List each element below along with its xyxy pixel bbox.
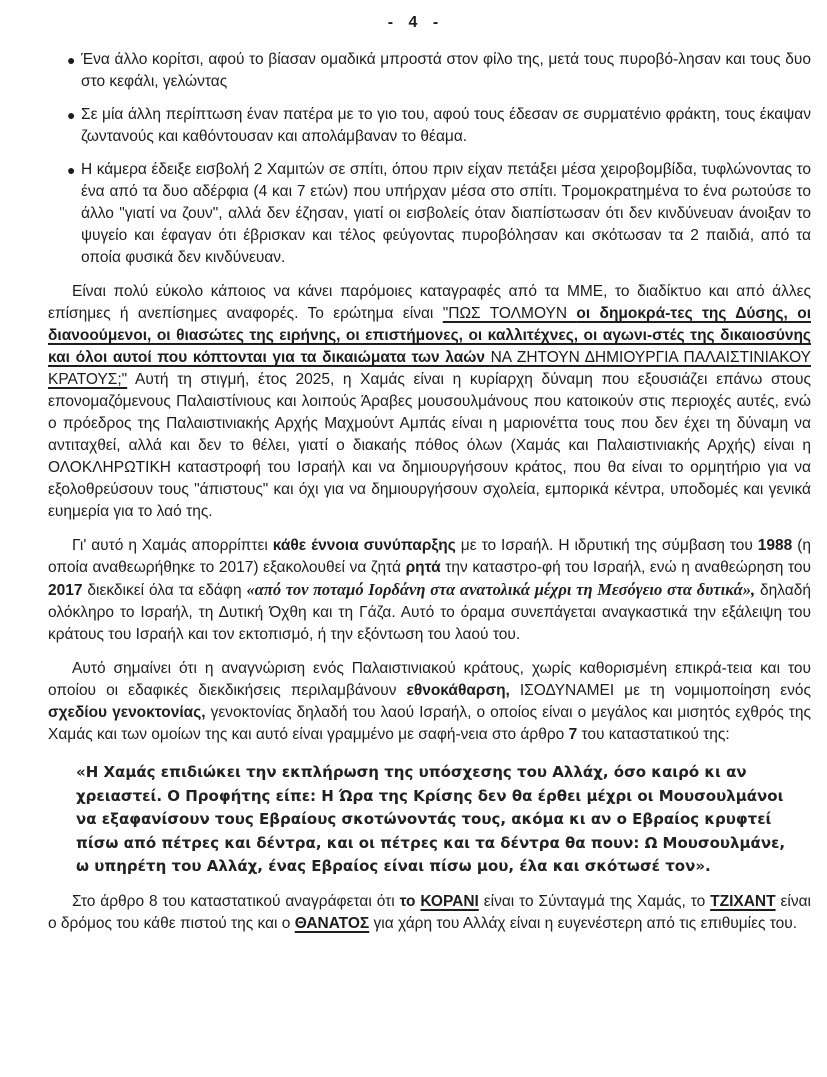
text-run: την καταστρο-φή του Ισραήλ, ενώ η αναθεώρηση του [440, 559, 811, 576]
text-run: σχεδίου γενοκτονίας, [48, 704, 206, 721]
bullet-text [81, 49, 811, 93]
text-run: είναι ο δρόμος του κάθε πιστού της και ο [48, 892, 811, 932]
text-run: "ΠΩΣ ΤΟΛΜΟΥΝ [442, 305, 577, 322]
text-run: για χάρη του Αλλάχ είναι η ευγενέστερη από τις επιθυμίες του. [369, 914, 798, 932]
text-run: «από τον ποταμό Ιορδάνη στα ανατολικά μέχρι τη Μεσόγειο στα δυτικά», [246, 580, 756, 599]
text-run: ΤΖΙΧΑΝΤ [710, 892, 776, 910]
text-run: είναι το Σύνταγμά της Χαμάς, το [478, 892, 711, 910]
text-run: Γι' αυτό η Χαμάς απορρίπτει [72, 537, 273, 554]
text-run: του καταστατικού της: [577, 726, 730, 743]
bullet-marker-icon: ● [67, 107, 76, 123]
text-run: γενοκτονίας δηλαδή του λαού Ισραήλ, ο οποίος είναι ο μεγάλος και μισητός εχθρός της Χαμάς και των ομοίων της και αυτό είναι γραμμένο με σαφή-νεια στο άρθρο [48, 704, 811, 743]
text-run: ΚΟΡΑΝΙ [420, 892, 479, 910]
text-run: «Η Χαμάς επιδιώκει την εκπλήρωση της υπόσχεσης του Αλλάχ, όσο καιρό κι αν χρειαστεί. Ο Προφήτης είπε: Η Ώρα της Κρίσης δεν θα έρθει μέχρι οι Μουσουλμάνοι να εξαφανίσουν τους Εβραίους σκοτώνοντάς τους, ακόμα κι αν ο Εβραίος κρυφτεί πίσω από πέτρες και δέντρα, και οι πέτρες και τα δέντρα θα πουν: Ω Μουσουλμάνε, ω υπηρέτη του Αλλάχ, ένας Εβραίος είναι πίσω μου, έλα και σκότωσέ τον». [76, 763, 786, 875]
paragraph [48, 891, 811, 935]
text-run: Ένα άλλο κορίτσι, αφού το βίασαν ομαδικά μπροστά στον φίλο της, μετά τους πυροβό-λησαν και τους δυο στο κεφάλι, γελώντας [81, 51, 811, 90]
text-run: δηλαδή ολόκληρο το Ισραήλ, τη Δυτική Όχθη και τη Γάζα. Αυτό το όραμα συνεπάγεται αναγκαστικά την εξάλειψη του κράτους του Ισραήλ και τον εκτοπισμό, ή την εξόντωση του λαού του. [48, 582, 811, 643]
bullet-item [48, 104, 811, 148]
bullet-text [81, 104, 811, 148]
text-run: ρητά [405, 559, 441, 576]
text-run: εθνοκάθαρση, [406, 682, 510, 699]
paragraph [48, 658, 811, 746]
text-run: Στο άρθρο 8 του καταστατικού αναγράφεται ότι [72, 892, 400, 910]
bullet-text [81, 159, 811, 269]
text-run: ΘΑΝΑΤΟΣ [294, 914, 370, 932]
text-run: Αυτό σημαίνει ότι η αναγνώριση ενός Παλαιστινιακού κράτους, χωρίς καθορισμένη επικρά-τεια και του οποίου οι εδαφικές διεκδικήσεις περιλαμβάνουν [48, 660, 811, 699]
document-body [48, 49, 811, 935]
text-run: Σε μία άλλη περίπτωση έναν πατέρα με το γιο του, αφού τους έδεσαν σε συρματένιο φράκτη, τους έκαψαν ζωντανούς και καθόντουσαν και απολάμβαναν το θέαμα. [81, 106, 811, 145]
text-run: Η κάμερα έδειξε εισβολή 2 Χαμιτών σε σπίτι, όπου πριν είχαν πετάξει μέσα χειροβομβίδα, τυφλώνοντας το ένα από τα δυο αδέρφια (4 και 7 ετών) που υπήρχαν μέσα στο σπίτι. Τρομοκρατημένα το ένα ρωτούσε το άλλο "γιατί να ζουν", αλλά δεν έζησαν, γιατί οι εισβολείς όταν διαπίστωσαν ότι δεν κινδύνευαν άνοιξαν το ψυγείο και έφαγαν ότι έβρισκαν και τέλος φεύγοντας πυροβόλησαν και σκότωσαν τα 2 παιδιά, από τα οποία φυσικά δεν κινδύνευαν. [81, 161, 811, 266]
bullet-marker-icon: ● [67, 162, 76, 178]
text-run: ΙΣΟΔΥΝΑΜΕΙ με τη νομιμοποίηση ενός [509, 682, 811, 699]
text-run: 7 [568, 726, 578, 743]
charter-quote [76, 761, 789, 879]
text-run: με το Ισραήλ. Η ιδρυτική της σύμβαση του [455, 537, 758, 554]
text-run: κάθε έννοια συνύπαρξης [272, 537, 456, 554]
paragraph [48, 535, 811, 646]
bullet-marker-icon: ● [67, 52, 76, 68]
text-run: Είναι πολύ εύκολο κάποιος να κάνει παρόμοιες καταγραφές από τα ΜΜΕ, το διαδίκτυο και από άλλες επίσημες ή ανεπίσημες αναφορές. Το ερώτημα είναι [48, 283, 811, 322]
text-run: 1988 [757, 537, 793, 554]
text-run: οι δημοκρά-τες της Δύσης, οι διανοούμενοι, οι θιασώτες της ειρήνης, οι επιστήμονες, οι καλλιτέχνες, οι αγωνι-στές της δικαιοσύνης και όλοι αυτοί που κόπτονται για τα δικαιώματα των λαών [48, 305, 811, 366]
text-run: το [399, 892, 421, 910]
text-run: Αυτή τη στιγμή, έτος 2025, η Χαμάς είναι η κυρίαρχη δύναμη που εξουσιάζει επάνω στους επονομαζόμενους Παλαιστίνιους και λοιπούς Άραβες μουσουλμάνους που κατοικούν στις περιοχές αυτές, ενώ ο πρόεδρος της Παλαιστινιακής Αρχής Μαχμούντ Αμπάς είναι η μαριονέττα τους που δεν έχει τη δύναμη να αντιταχθεί, αλλά και δεν το θέλει, γιατί ο διακαής πόθος όλων (Χαμάς και Παλαιστινιακής Αρχής) είναι η ΟΛΟΚΛΗΡΩΤΙΚΗ καταστροφή του Ισραήλ και να δημιουργήσουν κράτος, που θα είναι το ορμητήριο για να εξολοθρεύσουν τους "άπιστους" και όχι για να δημιουργήσουν σχολεία, εμπορικά κέντρα, υποδομές και γενικά ευημερία για το λαό της. [48, 371, 811, 520]
bullet-item [48, 49, 811, 93]
page-number: - 4 - [387, 14, 440, 31]
text-run: 2017 [48, 582, 83, 599]
text-run: ΝΑ ΖΗΤΟΥΝ ΔΗΜΙΟΥΡΓΙΑ ΠΑΛΑΙΣΤΙΝΙΑΚΟΥ ΚΡΑΤΟΥΣ;" [48, 349, 811, 388]
text-run: (η οποία αναθεωρήθηκε το 2017) εξακολουθεί να ζητά [48, 537, 811, 576]
paragraph [48, 281, 811, 523]
text-run: διεκδικεί όλα τα εδάφη [82, 582, 247, 599]
bullet-item [48, 159, 811, 269]
